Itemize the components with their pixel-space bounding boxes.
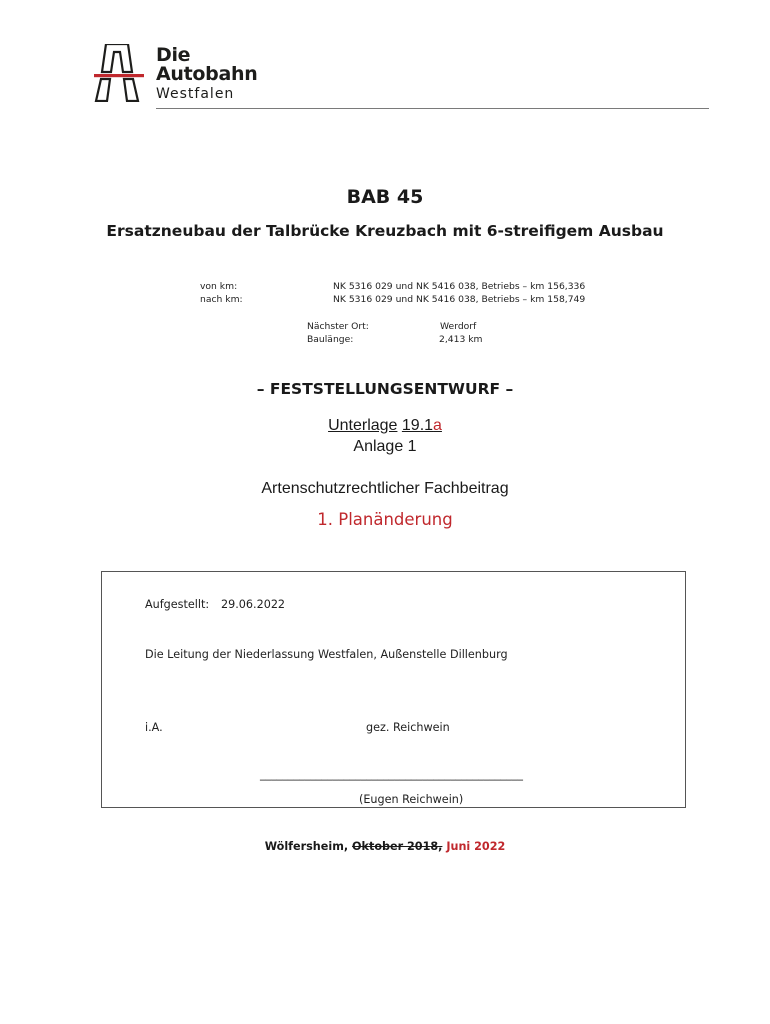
to-km-label: nach km:	[200, 294, 243, 305]
footer-new-date: Juni 2022	[446, 840, 506, 853]
length-label: Baulänge:	[307, 334, 354, 345]
unterlage-number: 19.1	[401, 417, 434, 434]
logo-region: Westfalen	[156, 86, 235, 102]
unterlage-line	[0, 417, 770, 435]
created-label: Aufgestellt:	[145, 598, 210, 611]
project-title: Ersatzneubau der Talbrücke Kreuzbach mit 6-streifigem Ausbau	[106, 222, 664, 240]
from-km-value: NK 5316 029 und NK 5416 038, Betriebs – km 156,336	[333, 281, 586, 292]
motorway-icon	[92, 44, 148, 102]
autobahn-logo	[92, 44, 292, 104]
footer-old-date: Oktober 2018,	[352, 840, 443, 853]
from-km-label: von km:	[200, 281, 238, 292]
anlage: Anlage 1	[353, 438, 417, 455]
signatory-name: (Eugen Reichwein)	[359, 793, 464, 806]
document-type: – FESTSTELLUNGSENTWURF –	[256, 380, 514, 398]
nearest-place-label: Nächster Ort:	[307, 321, 369, 332]
signature-line: _______________________________________________	[260, 768, 523, 781]
header-divider	[156, 108, 709, 109]
logo-line1: Die	[156, 44, 191, 66]
length-value: 2,413 km	[439, 334, 483, 345]
approval-box	[101, 571, 686, 808]
signed-by: gez. Reichwein	[366, 721, 450, 734]
nearest-place-value: Werdorf	[440, 321, 477, 332]
unterlage-label: Unterlage	[328, 417, 398, 434]
footer-place: Wölfersheim,	[264, 840, 349, 853]
footer-place-date	[0, 840, 770, 853]
created-date: 29.06.2022	[221, 598, 286, 611]
road-id: BAB 45	[346, 186, 424, 208]
document-subject: Artenschutzrechtlicher Fachbeitrag	[261, 480, 509, 497]
ia-label: i.A.	[145, 721, 163, 734]
unterlage-suffix: a	[433, 417, 442, 434]
authority-line: Die Leitung der Niederlassung Westfalen, Außenstelle Dillenburg	[145, 648, 508, 661]
logo-line2: Autobahn	[156, 63, 258, 85]
plan-amendment: 1. Planänderung	[317, 510, 453, 529]
to-km-value: NK 5316 029 und NK 5416 038, Betriebs – km 158,749	[333, 294, 586, 305]
